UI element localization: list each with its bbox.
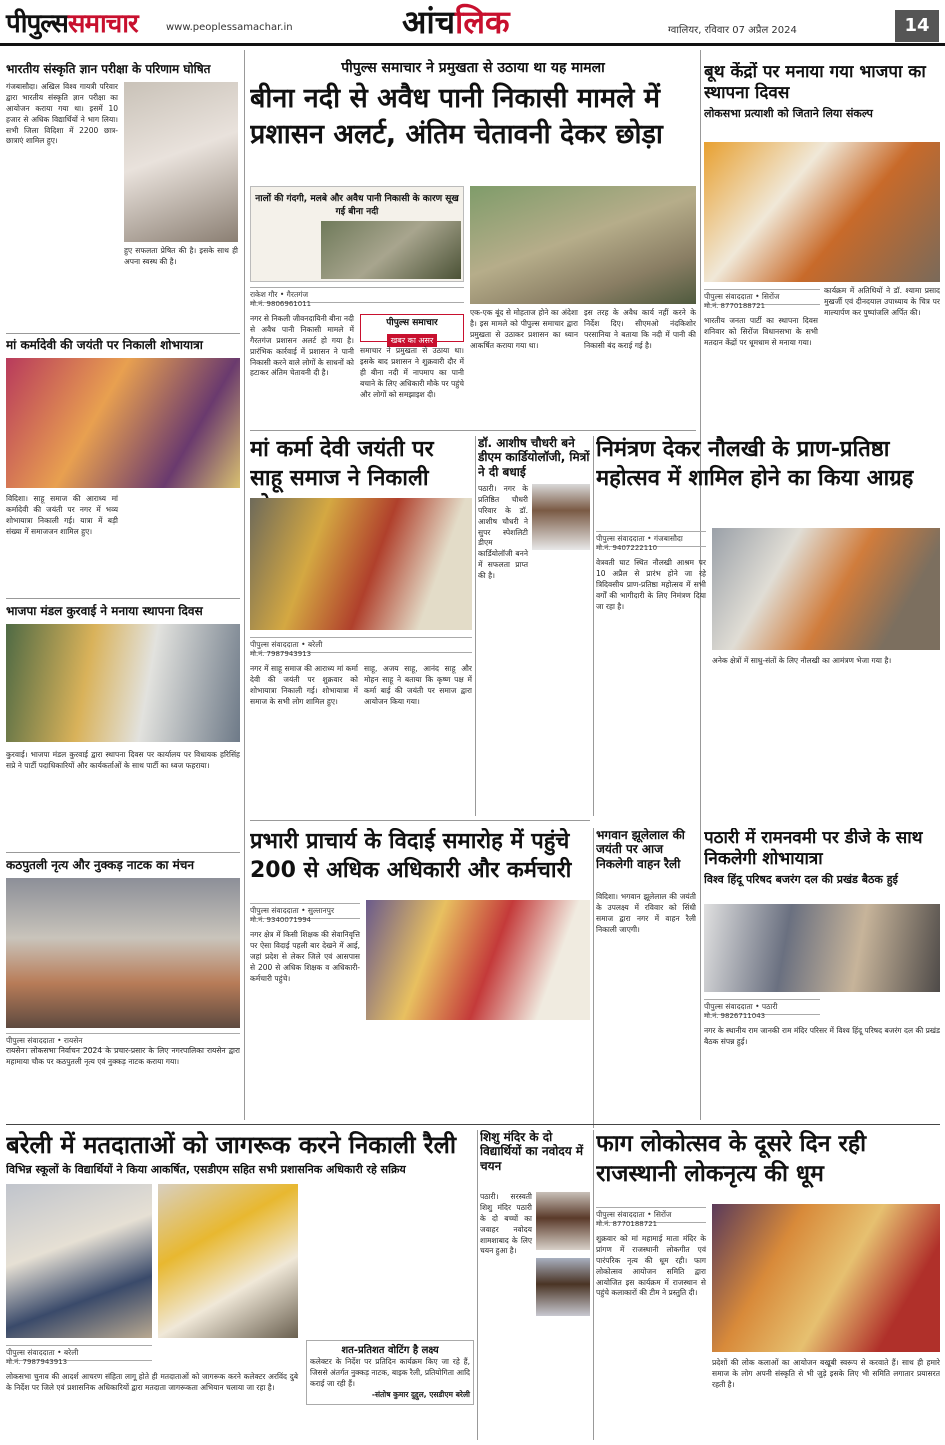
promo-box [360, 314, 464, 345]
article-body: पठारी। सरस्वती शिशु मंदिर पठारी के दो बच्चों का जवाहर नवोदय शामशाबाद के लिए चयन हुआ है। [480, 1192, 532, 1256]
article-byline: पीपुल्स संवाददाता • पठारी [704, 999, 820, 1015]
article-body: लोकसभा चुनाव की आदर्श आचरण संहिता लागू होते ही मतदाताओं को जागरूक करने कलेक्टर अरविंद दुबे के निर्देश पर जिले एवं प्रशासनिक अधिकारियों द्वारा मतदाता जागरूकता अभियान चलाया जा रहा है। [6, 1372, 298, 1392]
doctor-portrait [532, 484, 590, 550]
article-body: नगर के स्थानीय राम जानकी राम मंदिर परिसर में विश्व हिंदू परिषद बजरंग दल की प्रखंड बैठक संपन्न हुई। [704, 1026, 940, 1046]
lead-article [250, 58, 696, 428]
article-ramnavami [704, 828, 940, 1128]
website-url[interactable]: www.peoplessamachar.in [166, 22, 293, 33]
clipping-headline: नालों की गंदगी, मलबे और अवैध पानी निकासी के कारण सूख गई बीना नदी [255, 194, 459, 217]
lead-body-col2: समाचार ने प्रमुखता से उठाया था। इसके बाद प्रशासन ने शुक्रवारी दौर में ही बीना नदी में नापमाप का पानी बचाने के लिए अधिकारी मौके पर पहुंचे और लोगों को समझाइश दी। [360, 346, 464, 399]
article-shishu-mandir [480, 1130, 590, 1440]
quote-box [306, 1340, 474, 1405]
article-karmadevi [6, 338, 240, 598]
article-body: गंजबासौदा। अखिल विश्व गायत्री परिवार द्वारा भारतीय संस्कृति ज्ञान परीक्षा का आयोजन कराया गया था। इसमें 10 हजार से अधिक विद्यार्थियों ने भाग लिया। सभी जिला विदिशा में 2200 छात्र-छात्राएं शामिल हुए। [6, 82, 118, 146]
article-headline[interactable]: प्रभारी प्राचार्य के विदाई समारोह में पहुंचे 200 से अधिक अधिकारी और कर्मचारी [250, 829, 572, 883]
article-kathputli [6, 858, 240, 1120]
article-headline[interactable]: शिशु मंदिर के दो विद्यार्थियों का नवोदय में चयन [480, 1130, 584, 1173]
column-rule [593, 436, 594, 816]
lead-byline: राकेश गौर • गैरतगंज [250, 287, 464, 303]
newspaper-clipping [250, 186, 464, 282]
lead-body-col1: नगर से निकली जीवनदायिनी बीना नदी से अवैध पानी निकासी मामले में गैरतगंज प्रशासन अलर्ट हो गया है। प्रारंभिक कार्रवाई में प्रशासन ने पानी निकासी करने वाले लोगों के साधनों को हटाकर अंतिम चेतावनी दी है। [250, 314, 354, 378]
street-play-photo [6, 878, 240, 1028]
article-headline[interactable]: मां कर्मा देवी जयंती पर साहू समाज ने निकाली [250, 437, 434, 491]
article-karma-devi [250, 436, 472, 816]
divider [6, 852, 240, 853]
article-body-continued: कार्यक्रम में अतिथियों ने डॉ. श्यामा प्रसाद मुखर्जी एवं दीनदयाल उपाध्याय के चित्र पर माल्यार्पण कर पुष्पांजलि अर्पित की। [824, 286, 940, 317]
article-headline[interactable]: कठपुतली नृत्य और नुक्कड़ नाटक का मंचन [6, 858, 195, 872]
article-headline[interactable]: मां कर्मादेवी की जयंती पर निकाली शोभायात्रा [6, 338, 203, 352]
article-nimantran [596, 436, 940, 826]
article-bjp-booth [704, 62, 940, 432]
article-mobile: मो.नं. 8770188721 [596, 1220, 658, 1228]
article-fag-lokotsav [596, 1130, 940, 1440]
article-mobile: मो.नं. 9407222110 [596, 544, 658, 552]
article-body: वेत्रवती घाट स्थित नौलखी आश्रम पर 10 अप्रैल से प्रारंभ होने जा रहे त्रिदिवसीय प्राण-प्रतिष्ठा महोत्सव में सभी वर्गों की भागीदारी के लिए निमंत्रण दिया जा रहा है। [596, 558, 706, 611]
lead-mobile: मो.नं. 9806961011 [250, 300, 312, 308]
article-body: भारतीय जनता पार्टी का स्थापना दिवस शनिवार को सिरोंज विधानसभा के सभी मतदान केंद्रों पर धूमधाम से मनाया गया। [704, 316, 818, 347]
article-vidai [250, 828, 590, 1128]
article-headline[interactable]: डॉ. आशीष चौधरी बने डीएम कार्डियोलॉजी, मित्रों ने दी बधाई [478, 436, 590, 479]
article-body: नगर में साहू समाज की आराध्य मां कर्मा देवी की जयंती पर शुक्रवार को शोभायात्रा निकाली गई। शोभायात्रा में समाज के सभी लोग शामिल हुए। [250, 664, 358, 706]
article-dr-ashish [478, 436, 590, 816]
article-byline: पीपुल्स संवाददाता • सुल्तानपुर [250, 903, 360, 919]
quote-text: कलेक्टर के निर्देश पर प्रतिदिन कार्यक्रम किए जा रहे हैं, जिससे अंतर्गत नुक्कड़ नाटक, बाइक रैली, प्रतियोगिता आदि कराई जा रही हैं। [310, 1357, 470, 1388]
article-body-continued: प्रदेशों की लोक कलाओं का आयोजन बखूबी स्वरूप से करवाते हैं। साथ ही हमारे समाज के लोग अपनी संस्कृति से भी जुड़े इसके लिए भी समिति लगातार प्रयासरत रहती है। [712, 1358, 940, 1389]
brand-part2: समाचार [67, 9, 138, 39]
flag-hoisting-photo [6, 624, 240, 742]
article-body: नगर क्षेत्र में किसी शिक्षक की सेवानिवृत्ति पर ऐसा विदाई पहली बार देखने में आई, जहां प्रदेश से लेकर जिले एवं आसपास से 200 से अधिक शिक्षक व अधिकारी-कर्मचारी पहुंचे। [250, 930, 360, 983]
column-rule [475, 436, 476, 816]
page-number: 14 [895, 10, 939, 42]
article-body-continued: हुए सफलता प्रेषित की है। इसके साथ ही अपना स्वस्थ की है। [124, 246, 238, 266]
column-rule [593, 828, 594, 1128]
article-body: विदिशा। भगवान झूलेलाल की जयंती के उपलक्ष्य में रविवार को सिंधी समाज द्वारा नगर में वाहन रैली निकाली जाएगी। [596, 892, 696, 934]
divider [6, 333, 240, 334]
article-body: पठारी। नगर के प्रतिष्ठित चौधरी परिवार के डॉ. आशीष चौधरी ने सुपर स्पेशलिटी डीएम कार्डियोलॉजी बनने में सफलता प्राप्त की है। [478, 484, 528, 580]
article-subheadline: लोकसभा प्रत्याशी को जिताने लिया संकल्प [704, 106, 873, 120]
article-body: रायसेन। लोकसभा निर्वाचन 2024 के प्रचार-प्रसार के लिए नगरपालिका रायसेन द्वारा महामाया चौक पर कठपुतली नृत्य एवं नुक्कड़ नाटक कराया गया। [6, 1046, 240, 1066]
article-jhulelal [596, 828, 696, 1128]
column-rule [244, 50, 245, 1120]
article-byline: पीपुल्स संवाददाता • गंजबासौदा [596, 531, 706, 547]
masthead [0, 0, 945, 46]
brand-part1: पीपुल्स [6, 9, 68, 39]
article-byline: पीपुल्स संवाददाता • सिरोंज [596, 1207, 706, 1223]
section-part2: लिक [455, 3, 510, 41]
article-headline[interactable]: पठारी में रामनवमी पर डीजे के साथ निकलेगी शोभायात्रा [704, 828, 923, 870]
article-mobile: मो.नं. 7987943913 [250, 650, 312, 658]
article-byline: पीपुल्स संवाददाता • बरेली [6, 1345, 152, 1361]
article-headline[interactable]: भाजपा मंडल कुरवाई ने मनाया स्थापना दिवस [6, 604, 203, 618]
article-mobile: मो.नं. 9826711043 [704, 1012, 766, 1020]
rally-photo-2 [158, 1184, 298, 1338]
divider [6, 1124, 940, 1125]
promo-brand: पीपुल्स समाचार [386, 318, 438, 328]
article-byline: पीपुल्स संवाददाता • रायसेन [6, 1033, 240, 1049]
student-photo [124, 82, 238, 242]
shobhayatra-photo [250, 498, 472, 630]
article-body-continued: अनेक क्षेत्रों में साधु-संतों के लिए नौलखी का आमंत्रण भेजा गया है। [712, 656, 892, 665]
invitation-group-photo [712, 528, 940, 650]
article-subheadline: विश्व हिंदू परिषद बजरंग दल की प्रखंड बैठक हुई [704, 872, 898, 886]
quote-signature: -संतोष कुमार दुद्दुल, एसडीएम बरेली [371, 1389, 470, 1399]
divider [250, 820, 590, 821]
article-subheadline: विभिन्न स्कूलों के विद्यार्थियों ने किया आकर्षित, एसडीएम सहित सभी प्रशासनिक अधिकारी रहे सक्रिय [6, 1163, 406, 1177]
clipping-photo [321, 221, 461, 279]
column-rule [477, 1130, 478, 1440]
article-bjp-kurwai [6, 604, 240, 849]
section-title [402, 0, 510, 43]
article-byline: पीपुल्स संवाददाता • बरेली [250, 637, 472, 653]
lead-headline[interactable]: बीना नदी से अवैध पानी निकासी मामले में प्रशासन अलर्ट, अंतिम चेतावनी देकर छोड़ा [250, 83, 663, 151]
article-mobile: मो.नं. 8770188721 [704, 302, 766, 310]
brand-logo[interactable] [6, 4, 138, 40]
article-sanskriti [6, 62, 240, 332]
article-body: विदिशा। साहू समाज की आराध्य मां कर्मादेवी की जयंती पर नगर में भव्य शोभायात्रा निकाली गई। यात्रा में बड़ी संख्या में समाजजन शामिल हुए। [6, 494, 118, 536]
lead-body-col3: एक-एक बूंद से मोहताज होने का अंदेशा है। इस मामले को पीपुल्स समाचार द्वारा प्रमुखता से उठाकर प्रशासन का ध्यान आकर्षित कराया गया था। [470, 308, 578, 350]
article-body: कुरवाई। भाजपा मंडल कुरवाई द्वारा स्थापना दिवस पर कार्यालय पर विधायक हरिसिंह सप्रे ने पार्टी पदाधिकारियों और कार्यकर्ताओं के साथ पार्टी का ध्वज फहराया। [6, 750, 240, 770]
article-mobile: मो.नं. 9340071994 [250, 916, 312, 924]
article-mobile: मो.नं. 7987943913 [6, 1358, 68, 1366]
article-voter-rally [6, 1130, 474, 1440]
article-headline[interactable]: निमंत्रण देकर नौलखी के प्राण-प्रतिष्ठा महोत्सव में शामिल होने का किया आग्रह [596, 437, 914, 491]
article-byline: पीपुल्स संवाददाता • सिरोंज [704, 289, 820, 305]
lead-body-col4: इस तरह के अवैध कार्य नहीं करने के निर्देश दिए। सीएमओ नंदकिशोर परसानिया ने बताया कि नदी में पानी की निकासी बंद कराई गई है। [584, 308, 696, 350]
article-body-continued: साहू, अजय साहू, आनंद साहू और मोहन साहू ने बताया कि कृष्ण पक्ष में कर्मा बाई की जयंती पर समाज द्वारा आयोजन किया गया। [364, 664, 472, 706]
folk-dance-photo [712, 1204, 940, 1352]
booth-meeting-photo [704, 142, 940, 282]
article-headline[interactable]: फाग लोकोत्सव के दूसरे दिन रही राजस्थानी लोकनृत्य की धूम [596, 1131, 867, 1187]
divider [250, 430, 696, 431]
rally-photo-1 [6, 1184, 152, 1338]
column-rule [593, 1130, 594, 1440]
section-part1: आंच [402, 3, 456, 41]
dateline: ग्वालियर, रविवार 07 अप्रैल 2024 [668, 25, 797, 36]
article-body: शुक्रवार को मां महामाई माता मंदिर के प्रांगण में राजस्थानी लोकगीत एवं पारंपरिक नृत्य की धूम रही। फाग लोकोत्सव आयोजन समिति द्वारा आयोजित इस कार्यक्रम में राजस्थान से पहुंचे कलाकारों की टीम ने प्रस्तुति दी। [596, 1234, 706, 1298]
river-photo [470, 186, 696, 304]
promo-tag: खबर का असर [387, 334, 437, 347]
article-headline[interactable]: बरेली में मतदाताओं को जागरूक करने निकाली रैली [6, 1131, 457, 1159]
student-portrait-1 [536, 1192, 590, 1250]
lead-kicker: पीपुल्स समाचार ने प्रमुखता से उठाया था यह मामला [341, 60, 605, 76]
divider [6, 598, 240, 599]
article-headline[interactable]: भगवान झूलेलाल की जयंती पर आज निकलेगी वाहन रैली [596, 828, 685, 871]
procession-photo [6, 358, 240, 488]
quote-title: शत-प्रतिशत वोटिंग है लक्ष्य [341, 1345, 439, 1356]
article-headline[interactable]: बूथ केंद्रों पर मनाया गया भाजपा का स्थापना दिवस [704, 62, 926, 104]
meeting-photo [704, 904, 940, 992]
article-headline[interactable]: भारतीय संस्कृति ज्ञान परीक्षा के परिणाम घोषित [6, 62, 211, 76]
farewell-ceremony-photo [366, 900, 590, 1020]
student-portrait-2 [536, 1258, 590, 1316]
